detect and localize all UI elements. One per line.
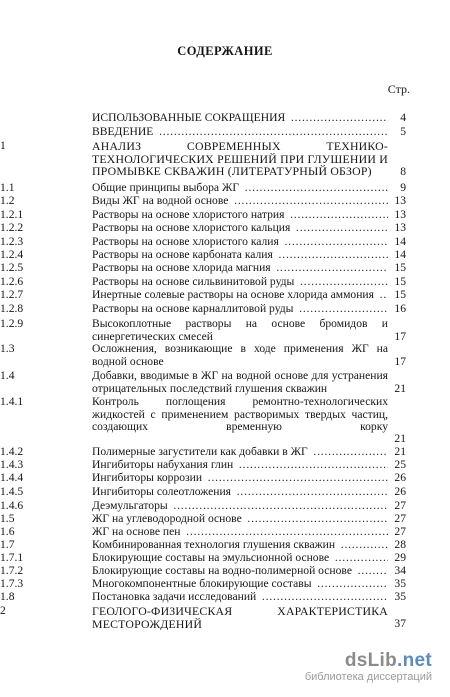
toc-page: 25 [394, 458, 406, 471]
toc-page: 26 [394, 485, 406, 498]
toc-page: 16 [394, 302, 406, 315]
toc-page: 37 [394, 617, 406, 630]
toc-title: Инертные солевые растворы на основе хлорида аммония ..... [92, 289, 388, 302]
toc-number: 1.1 [0, 181, 15, 194]
toc-page: 17 [394, 330, 406, 343]
toc-page: 13 [394, 208, 406, 221]
toc-title: Осложнения, возникающие в ходе применения ЖГ на водной основе [92, 343, 388, 368]
toc-number: 1.2.4 [0, 248, 24, 261]
toc-title: ВВЕДЕНИЕ ..... [92, 126, 388, 139]
toc-title: Ингибиторы солеотложения ..... [92, 486, 388, 499]
toc-title: Блокирующие составы на эмульсионной основе ..... [92, 552, 388, 565]
toc-number: 1.4.6 [0, 499, 24, 512]
toc-title: ЖГ на основе пен ..... [92, 526, 388, 539]
toc-number: 1.4.3 [0, 458, 24, 471]
toc-title: Постановка задачи исследований ..... [92, 591, 388, 604]
toc-page: 35 [394, 577, 406, 590]
toc-number: 1.3 [0, 342, 15, 355]
toc-page: 27 [394, 525, 406, 538]
toc-number: 2 [0, 604, 6, 617]
toc-number: 1.4.1 [0, 395, 24, 408]
toc-entry [0, 343, 450, 371]
toc-title: Растворы на основе карбоната калия ..... [92, 249, 388, 262]
toc-page: 17 [394, 355, 406, 368]
toc-number: 1.2 [0, 194, 15, 207]
toc-title: ЖГ на углеводородной основе ..... [92, 513, 388, 526]
toc-page: 13 [394, 194, 406, 207]
toc-page: 29 [394, 551, 406, 564]
watermark-logo: dsLib.net [344, 650, 432, 671]
site-watermark [305, 650, 432, 683]
toc-title: Деэмульгаторы ..... [92, 500, 388, 513]
page-column-header: Стр. [387, 82, 410, 96]
toc-number: 1.7.2 [0, 564, 24, 577]
toc-number: 1.7 [0, 538, 15, 551]
toc-title: Виды ЖГ на водной основе ..... [92, 195, 388, 208]
toc-number: 1.2.3 [0, 235, 24, 248]
toc-number: 1.7.1 [0, 551, 24, 564]
toc-page: 15 [394, 261, 406, 274]
toc-number: 1.2.5 [0, 261, 24, 274]
toc-page: 27 [394, 512, 406, 525]
toc-page: 21 [394, 382, 406, 395]
toc-number: 1 [0, 139, 6, 152]
toc-title: Растворы на основе хлористого натрия ..... [92, 209, 388, 222]
toc-page: 5 [400, 125, 406, 138]
toc-entry [0, 605, 450, 633]
toc-title: Ингибиторы коррозии ..... [92, 472, 388, 485]
toc-number: 1.6 [0, 525, 15, 538]
toc-number: 1.5 [0, 512, 15, 525]
toc-page: 27 [394, 499, 406, 512]
toc-title: Полимерные загустители как добавки в ЖГ ..... [92, 446, 388, 459]
toc-page: 15 [394, 288, 406, 301]
toc-entry [0, 140, 450, 180]
toc-number: 1.4.5 [0, 485, 24, 498]
toc-page: 14 [394, 248, 406, 261]
toc-number: 1.2.6 [0, 275, 24, 288]
toc-title: Комбинированная технология глушения скважин ..... [92, 539, 388, 552]
toc-number: 1.2.1 [0, 208, 24, 221]
toc-entry [0, 395, 450, 445]
toc-title: Общие принципы выбора ЖГ ..... [92, 182, 388, 195]
toc-number: 1.2.9 [0, 317, 24, 330]
toc-number: 1.4 [0, 369, 15, 382]
toc-number: 1.7.3 [0, 577, 24, 590]
toc-number: 1.8 [0, 590, 15, 603]
toc-title: Растворы на основе хлористого кальция ..... [92, 222, 388, 235]
toc-number: 1.2.7 [0, 288, 24, 301]
toc-title: АНАЛИЗ СОВРЕМЕННЫХ ТЕХНИКО-ТЕХНОЛОГИЧЕСКИХ РЕШЕНИЙ ПРИ ГЛУШЕНИИ И ПРОМЫВКЕ СКВАЖИН (ЛИТЕРАТУРНЫЙ ОБЗОР) [92, 140, 388, 178]
toc-title: Блокирующие составы на водно-полимерной основе ..... [92, 565, 388, 578]
toc-title: Растворы на основе сильвинитовой руды ..... [92, 276, 388, 289]
toc-page: 34 [394, 564, 406, 577]
toc-title: Растворы на основе хлористого калия ..... [92, 236, 388, 249]
toc-number: 1.2.8 [0, 302, 24, 315]
toc-page: 4 [400, 111, 406, 124]
toc-page: 26 [394, 471, 406, 484]
toc-title: Контроль поглощения ремонтно-технологических жидкостей с применением растворимых твердых частиц, создающих временную корку [92, 396, 388, 433]
toc-page: 21 [394, 445, 406, 458]
toc-page: 9 [400, 181, 406, 194]
toc-number: 1.2.2 [0, 221, 24, 234]
page-title: СОДЕРЖАНИЕ [177, 44, 273, 58]
toc-title: Ингибиторы набухания глин ..... [92, 459, 388, 472]
toc-entry [0, 318, 450, 346]
toc-entry [0, 370, 450, 398]
toc-title: Многокомпонентные блокирующие составы ..... [92, 578, 388, 591]
toc-page: 35 [394, 590, 406, 603]
toc-page: 28 [394, 538, 406, 551]
toc-page: 13 [394, 221, 406, 234]
watermark-tagline: библиотека диссертаций [304, 671, 432, 683]
toc-page: 15 [394, 275, 406, 288]
toc-title: Растворы на основе хлорида магния ..... [92, 262, 388, 275]
toc-number: 1.4.2 [0, 445, 24, 458]
toc-title: Высокоплотные растворы на основе бромидов и синергетических смесей [92, 318, 388, 343]
toc-title: ИСПОЛЬЗОВАННЫЕ СОКРАЩЕНИЯ ..... [92, 112, 388, 125]
toc-title: Добавки, вводимые в ЖГ на водной основе для устранения отрицательных последствий глушения скважин [92, 370, 388, 395]
toc-page: 8 [400, 165, 406, 178]
toc-title: Растворы на основе карналлитовой руды ..... [92, 303, 388, 316]
toc-page: 21 [394, 432, 406, 445]
toc-page: 14 [394, 235, 406, 248]
toc-number: 1.4.4 [0, 471, 24, 484]
toc-title: ГЕОЛОГО-ФИЗИЧЕСКАЯ ХАРАКТЕРИСТИКА МЕСТОРОЖДЕНИЙ [92, 605, 388, 630]
